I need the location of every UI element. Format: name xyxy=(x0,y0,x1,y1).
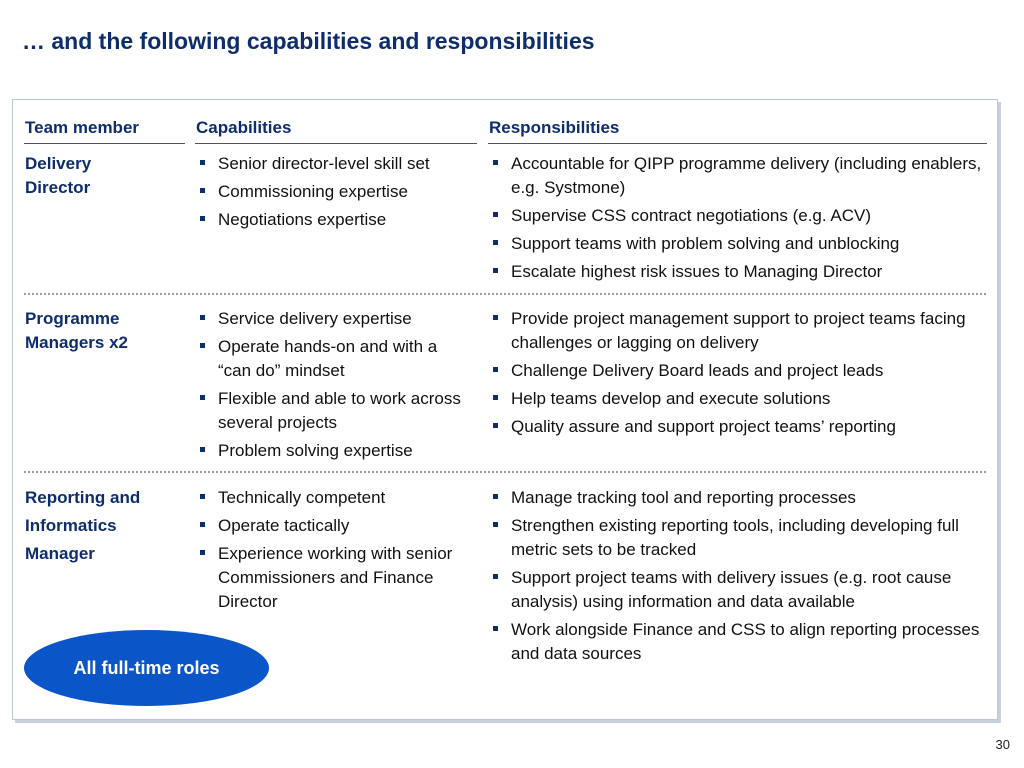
responsibility-item: Challenge Delivery Board leads and project leads xyxy=(489,359,969,383)
capabilities-list-programme-managers xyxy=(196,307,468,467)
responsibility-item: Escalate highest risk issues to Managing Director xyxy=(489,260,985,284)
responsibility-item: Help teams develop and execute solutions xyxy=(489,387,969,411)
capability-item: Senior director-level skill set xyxy=(196,152,476,176)
member-line: Reporting and xyxy=(25,488,141,507)
responsibility-item: Accountable for QIPP programme delivery (including enablers, e.g. Systmone) xyxy=(489,152,985,200)
responsibility-item: Quality assure and support project teams’ reporting xyxy=(489,415,969,439)
responsibility-item: Support teams with problem solving and unblocking xyxy=(489,232,985,256)
responsibility-item: Manage tracking tool and reporting processes xyxy=(489,486,985,510)
row-divider xyxy=(24,293,986,295)
slide-title: … and the following capabilities and responsibilities xyxy=(22,28,595,54)
member-line: Director xyxy=(25,178,91,197)
row-member-delivery-director xyxy=(25,152,91,200)
member-line: Managers x2 xyxy=(25,333,128,352)
responsibility-item: Support project teams with delivery issues (e.g. root cause analysis) using information and data available xyxy=(489,566,985,614)
capability-item: Operate tactically xyxy=(196,514,468,538)
member-line: Informatics xyxy=(25,516,117,535)
row-member-programme-managers xyxy=(25,307,128,355)
header-underline-member xyxy=(24,143,185,144)
capability-item: Service delivery expertise xyxy=(196,307,468,331)
responsibility-item: Supervise CSS contract negotiations (e.g. ACV) xyxy=(489,204,985,228)
capability-item: Technically competent xyxy=(196,486,468,510)
callout-label: All full-time roles xyxy=(73,657,220,678)
header-capabilities: Capabilities xyxy=(196,118,292,137)
responsibilities-list-reporting-manager xyxy=(489,486,985,670)
row-member-reporting-manager xyxy=(25,484,140,568)
member-line: Manager xyxy=(25,544,95,563)
header-responsibilities: Responsibilities xyxy=(489,118,620,137)
capabilities-list-delivery-director xyxy=(196,152,476,236)
capability-item: Commissioning expertise xyxy=(196,180,476,204)
responsibility-item: Work alongside Finance and CSS to align reporting processes and data sources xyxy=(489,618,985,666)
capability-item: Experience working with senior Commissioners and Finance Director xyxy=(196,542,468,614)
row-divider xyxy=(24,471,986,473)
header-team-member: Team member xyxy=(25,118,140,137)
capabilities-list-reporting-manager xyxy=(196,486,468,618)
page-number: 30 xyxy=(995,737,1010,752)
header-underline-responsibilities xyxy=(488,143,987,144)
responsibilities-list-programme-managers xyxy=(489,307,969,443)
full-time-roles-callout xyxy=(24,630,269,706)
responsibility-item: Provide project management support to project teams facing challenges or lagging on delivery xyxy=(489,307,969,355)
capability-item: Negotiations expertise xyxy=(196,208,476,232)
responsibility-item: Strengthen existing reporting tools, including developing full metric sets to be tracked xyxy=(489,514,985,562)
capability-item: Flexible and able to work across several projects xyxy=(196,387,468,435)
responsibilities-list-delivery-director xyxy=(489,152,985,288)
member-line: Programme xyxy=(25,309,120,328)
capability-item: Problem solving expertise xyxy=(196,439,468,463)
capability-item: Operate hands-on and with a “can do” mindset xyxy=(196,335,468,383)
member-line: Delivery xyxy=(25,154,92,173)
header-underline-capabilities xyxy=(195,143,477,144)
